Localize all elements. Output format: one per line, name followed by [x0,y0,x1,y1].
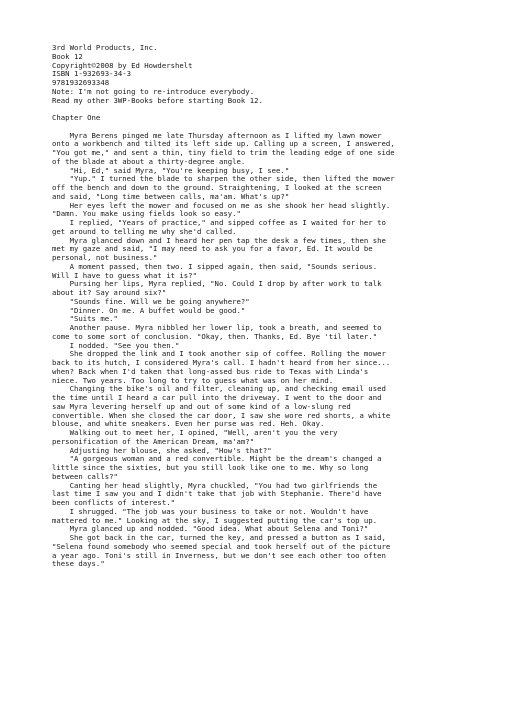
text-line: Changing the bike's oil and filter, cleaning up, and checking email used [52,384,386,394]
text-line: "Selena found somebody who seemed special and took herself out of the picture [52,541,391,551]
text-line: and said, "Long time between calls, ma'am. What's up?" [52,191,290,201]
header-line: ISBN 1-932693-34-3 [52,69,132,79]
header-line: 9781932693348 [52,78,110,87]
text-line: "Sounds fine. Will we be going anywhere?" [52,296,250,306]
text-line: Myra glanced up and nodded. "Good idea. What about Selena and Toni?" [52,524,369,534]
text-line: "A gorgeous woman and a red convertible. Might be the dream's changed a [52,454,382,464]
text-line: saw Myra levering herself up and out of some kind of a low-slung red [52,401,351,411]
text-line: Walking out to meet her, I opined, "Well, aren't you the very [52,428,338,437]
text-line: niece. Two years. Too long to try to guess what was on her mind. [52,375,334,385]
text-line: get around to telling me why she'd called. [52,226,237,236]
text-line: I shrugged. "The job was your business to take or not. Wouldn't have [52,506,369,516]
text-line: Myra glanced down and I heard her pen tap the desk a few times, then she [52,235,386,245]
text-line: A moment passed, then two. I sipped again, then said, "Sounds serious. [52,261,378,271]
text-line: She got back in the car, turned the key, and pressed a button as I said, [52,533,386,542]
text-line: mattered to me." Looking at the sky, I suggested putting the car's top up. [52,515,378,525]
text-line: back to its hutch, I considered Myra's call. I hadn't heard from her since... [52,358,391,367]
text-line: these days." [52,559,105,569]
text-line: personal, not business." [52,253,158,262]
text-line: onto a workbench and tilted its left side up. Calling up a screen, I answered, [52,139,395,149]
header-line: Read my other 3WP-Books before starting Book 12. [52,95,263,105]
text-line: blouse, and white sneakers. Even her purse was red. Heh. Okay. [52,419,325,429]
header-line: Note: I'm not going to re-introduce everybody. [52,86,255,96]
header-line: Copyright©2008 by Ed Howdershelt [52,60,193,70]
text-line: a year ago. Toni's still in Inverness, but we don't see each other too often [52,550,386,560]
text-line: Canting her head slightly, Myra chuckled, "You had two girlfriends the [52,480,378,490]
text-line: been conflicts of interest." [52,498,176,507]
header-line: Book 12 [52,51,83,61]
text-line: I nodded. "See you then." [52,340,180,350]
text-line: Myra Berens pinged me late Thursday afternoon as I lifted my lawn mower [52,130,382,140]
text-line: Her eyes left the mower and focused on me as she shook her head slightly. [52,200,391,210]
text-line: "Hi, Ed," said Myra, "You're keeping busy, I see." [52,165,290,175]
text-line: I replied, "Years of practice," and sipped coffee as I waited for her to [52,218,386,227]
text-line: come to some sort of conclusion. "Okay, then. Thanks, Ed. Bye 'til later." [52,331,378,341]
text-line: "Yup." I turned the blade to sharpen the other side, then lifted the mower [52,174,395,184]
spacer [52,105,492,114]
document-page [52,44,492,569]
text-line: of the blade at about a thirty-degree angle. [52,156,246,166]
header-line: 3rd World Products, Inc. [52,43,158,52]
text-line: between calls?" [52,471,118,481]
front-matter [52,44,492,105]
text-line: Will I have to guess what it is?" [52,270,197,280]
text-line: off the bench and down to the ground. Straightening, I looked at the screen [52,183,382,192]
text-line: the time until I heard a car pull into the driveway. I went to the door and [52,393,382,402]
text-line: convertible. When she closed the car door, I saw she wore red shorts, a white [52,410,391,420]
text-line: met my gaze and said, "I may need to ask you for a favor, Ed. It would be [52,244,373,254]
text-line: "You got me," and sent a thin, tiny field to trim the leading edge of one side [52,148,395,157]
chapter-title: Chapter One [52,113,101,122]
text-line: "Suits me." [52,314,118,324]
text-line: last time I saw you and I didn't take that job with Stephanie. There'd have [52,489,382,499]
text-line: She dropped the link and I took another sip of coffee. Rolling the mower [52,349,386,359]
text-line: Another pause. Myra nibbled her lower lip, took a breath, and seemed to [52,323,382,332]
text-line: personification of the American Dream, ma'am?" [52,436,255,446]
chapter-body [52,132,492,570]
text-line: when? Back when I'd taken that long-assed bus ride to Texas with Linda's [52,366,369,376]
text-line: little since the sixties, but you still look like one to me. Why so long [52,463,369,472]
text-line: "Dinner. On me. A buffet would be good." [52,305,246,315]
text-line: Adjusting her blouse, she asked, "How's that?" [52,445,272,455]
text-line: Pursing her lips, Myra replied, "No. Could I drop by after work to talk [52,279,382,289]
text-line: about it? Say around six?" [52,288,167,297]
text-line: "Damn. You make using fields look so easy." [52,209,241,219]
